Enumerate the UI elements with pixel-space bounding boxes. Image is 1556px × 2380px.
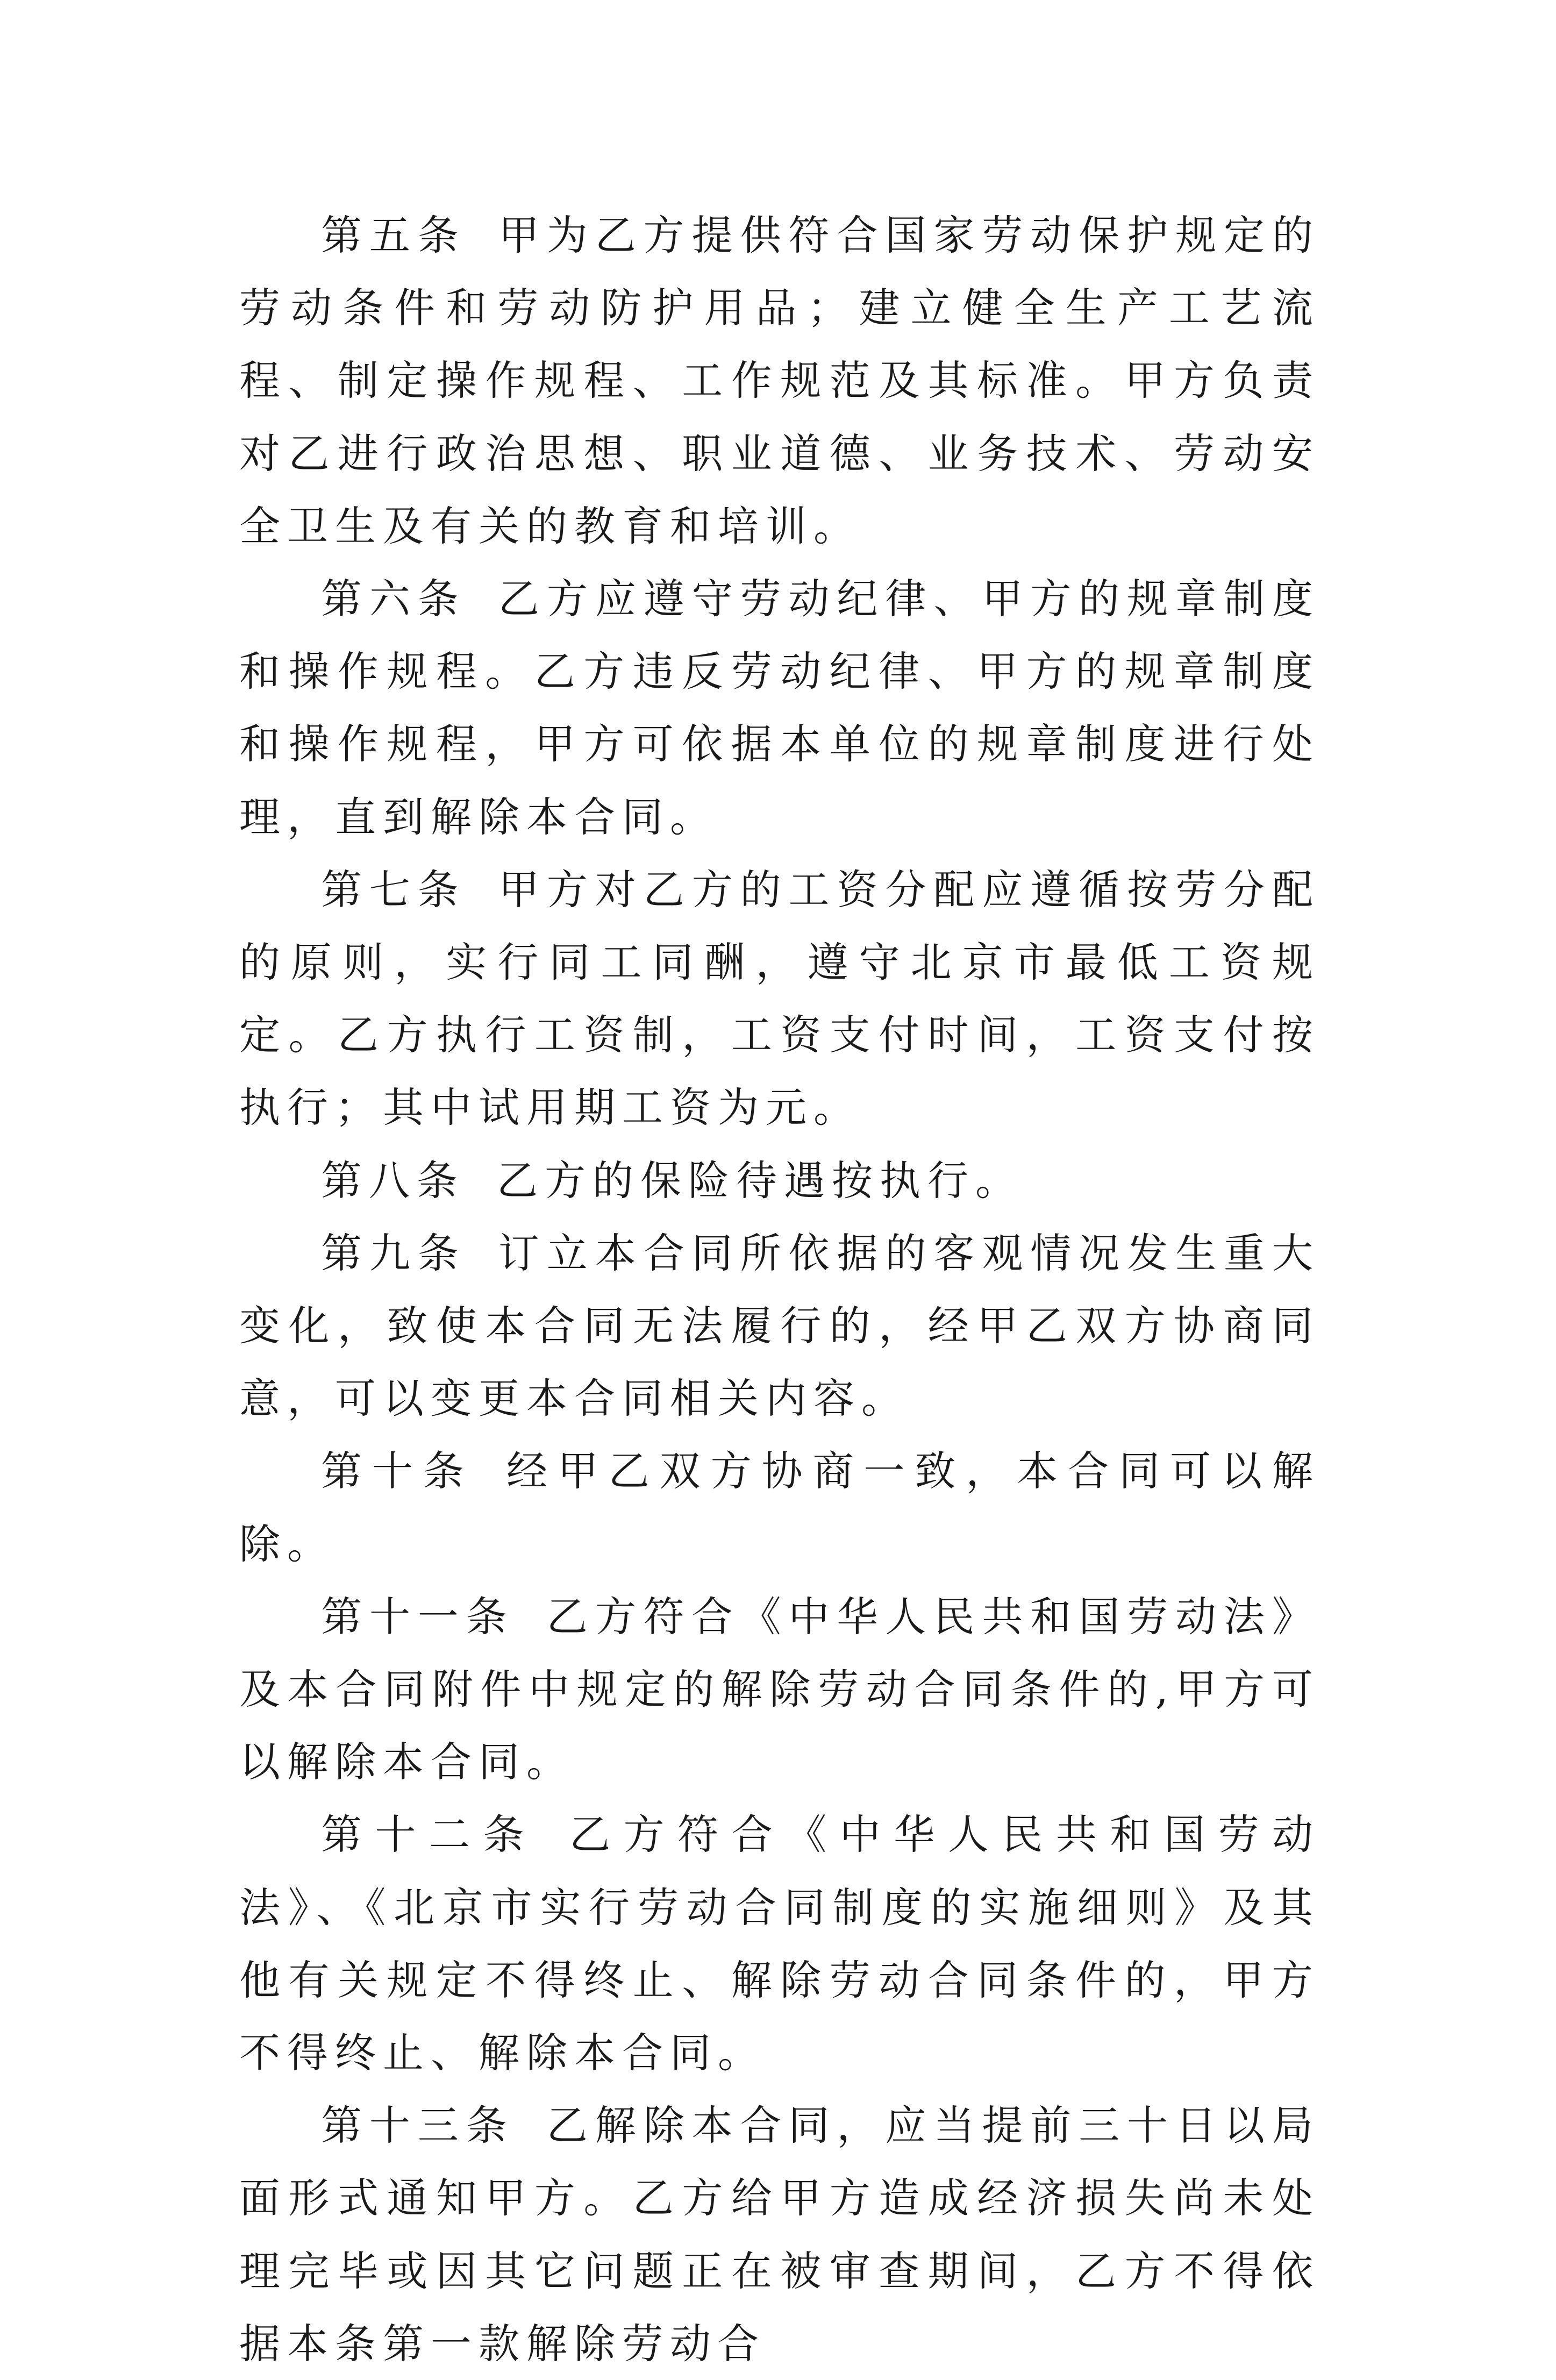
article-9	[239, 1217, 1320, 1435]
article-10	[239, 1435, 1320, 1580]
article-11	[239, 1580, 1320, 1799]
article-label: 第五条	[321, 211, 466, 259]
article-text: 乙方符合《中华人民共和国劳动法》、《北京市实行劳动合同制度的实施细则》及其他有关规定不得终止、解除劳动合同条件的，甲方不得终止、解除本合同。	[239, 1811, 1321, 2077]
article-5	[239, 199, 1320, 562]
article-8	[239, 1144, 1320, 1217]
article-7	[239, 853, 1320, 1144]
article-label: 第八条	[321, 1156, 465, 1205]
article-text: 乙解除本合同，应当提前三十日以局面形式通知甲方。乙方给甲方造成经济损失尚未处理完毕或因其它问题正在被审查期间，乙方不得依据本条第一款解除劳动合	[239, 2101, 1321, 2368]
article-label: 第十一条	[321, 1592, 515, 1641]
article-12	[239, 1798, 1320, 2089]
document-body	[239, 199, 1320, 2380]
article-text: 乙方应遵守劳动纪律、甲方的规章制度和操作规程。乙方违反劳动纪律、甲方的规章制度和操作规程，甲方可依据本单位的规章制度进行处理，直到解除本合同。	[239, 575, 1321, 841]
article-text: 订立本合同所依据的客观情况发生重大变化，致使本合同无法履行的，经甲乙双方协商同意，可以变更本合同相关内容。	[239, 1229, 1321, 1423]
article-text: 乙方符合《中华人民共和国劳动法》及本合同附件中规定的解除劳动合同条件的,甲方可以解除本合同。	[239, 1592, 1321, 1786]
article-text: 甲为乙方提供符合国家劳动保护规定的劳动条件和劳动防护用品；建立健全生产工艺流程、制定操作规程、工作规范及其标准。甲方负责对乙进行政治思想、职业道德、业务技术、劳动安全卫生及有关的教育和培训。	[239, 211, 1321, 550]
article-label: 第十三条	[321, 2101, 515, 2150]
article-label: 第十二条	[321, 1811, 538, 1859]
article-label: 第六条	[321, 575, 466, 623]
article-label: 第九条	[321, 1229, 466, 1277]
article-text: 经甲乙双方协商一致，本合同可以解除。	[239, 1447, 1321, 1568]
article-text: 甲方对乙方的工资分配应遵循按劳分配的原则，实行同工同酬，遵守北京市最低工资规定。乙方执行工资制，工资支付时间，工资支付按执行；其中试用期工资为元。	[239, 865, 1321, 1132]
article-6	[239, 562, 1320, 853]
article-13	[239, 2089, 1320, 2380]
article-label: 第十条	[321, 1447, 474, 1495]
article-text: 乙方的保险待遇按执行。	[497, 1156, 1023, 1205]
article-label: 第七条	[321, 865, 466, 914]
